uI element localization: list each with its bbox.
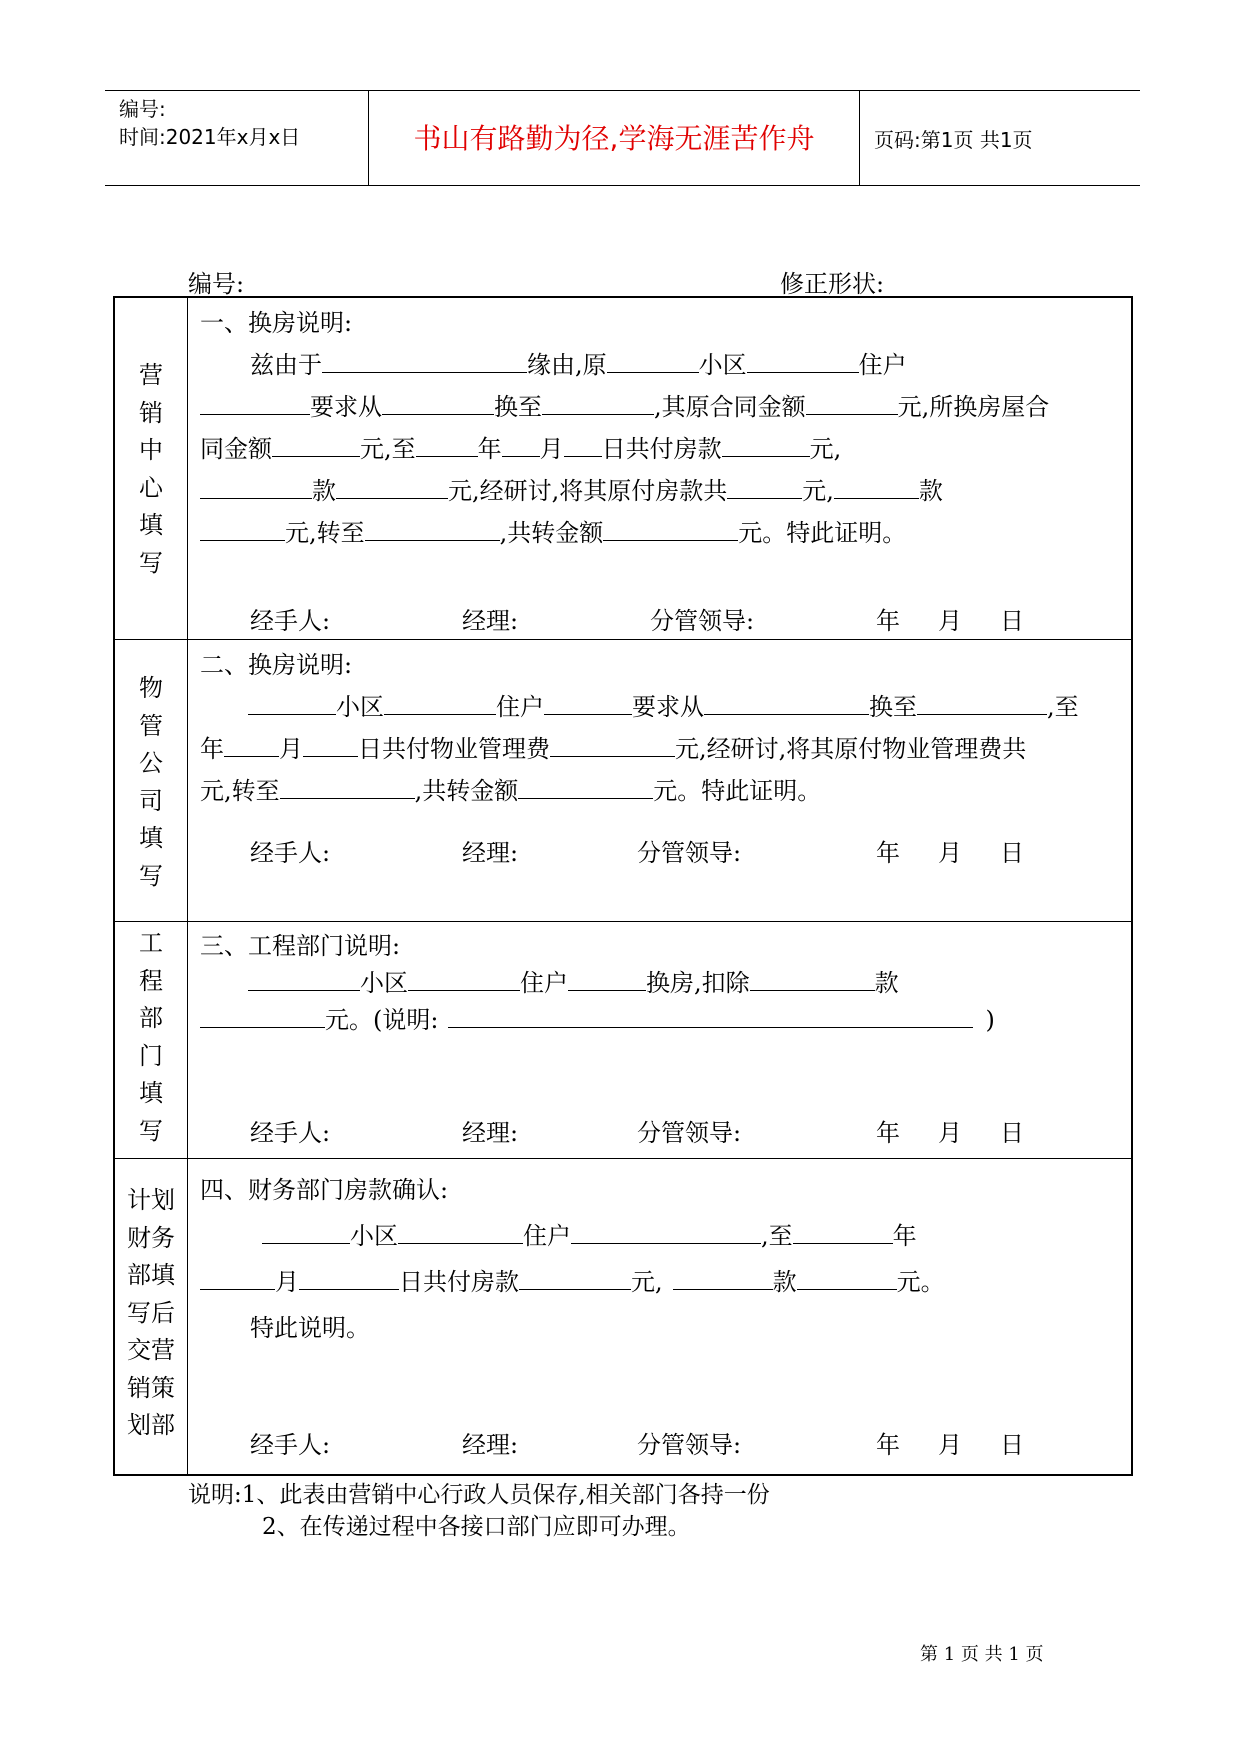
- blank[interactable]: [408, 964, 520, 991]
- section-2-month: 月: [938, 839, 962, 867]
- blank[interactable]: [603, 514, 738, 541]
- row-divider-3: [113, 1158, 1133, 1159]
- blank[interactable]: [200, 514, 285, 541]
- document-header: [105, 90, 1140, 186]
- blank[interactable]: [200, 388, 310, 415]
- section-1-leader: 分管领导:: [650, 607, 755, 635]
- section-3-line-2: 元。(说明: ): [200, 1000, 995, 1035]
- form-column-divider: [187, 298, 188, 1474]
- section-1-day: 日: [1000, 607, 1024, 635]
- section-2-title: 二、换房说明:: [200, 651, 353, 679]
- section-1-line-3: 同金额 元,至 年 月 日共付房款 元,: [200, 429, 841, 464]
- blank[interactable]: [673, 1263, 773, 1290]
- blank[interactable]: [272, 430, 360, 457]
- blank[interactable]: [518, 772, 653, 799]
- section-4-line-2: 月 日共付房款 元, 款 元。: [200, 1262, 945, 1297]
- blank[interactable]: [262, 1217, 350, 1244]
- header-motto: 书山有路勤为径,学海无涯苦作舟: [413, 122, 815, 155]
- header-left-cell: [105, 91, 369, 185]
- header-number-label: 编号:: [119, 97, 166, 121]
- section-2-line-1: 小区 住户 要求从 换至 ,至: [248, 687, 1079, 722]
- section-1-title: 一、换房说明:: [200, 309, 353, 337]
- section-4-title: 四、财务部门房款确认:: [200, 1176, 449, 1204]
- blank[interactable]: [704, 688, 869, 715]
- blank[interactable]: [322, 346, 527, 373]
- blank[interactable]: [519, 1263, 631, 1290]
- blank[interactable]: [797, 1263, 897, 1290]
- side-label-marketing: 营 销 中 心 填 写: [139, 361, 163, 577]
- section-1-line-2: 要求从 换至 ,其原合同金额 元,所换房屋合: [200, 387, 1049, 422]
- section-4-month: 月: [938, 1431, 962, 1459]
- section-3-manager: 经理:: [462, 1119, 519, 1147]
- header-page-cell: [860, 91, 1140, 185]
- section-4-manager: 经理:: [462, 1431, 519, 1459]
- blank[interactable]: [200, 1263, 275, 1290]
- blank[interactable]: [542, 388, 654, 415]
- section-1-month: 月: [938, 607, 962, 635]
- page-footer: 第 1 页 共 1 页: [920, 1644, 1044, 1665]
- section-1-line-1: 兹由于 缘由,原 小区 住户: [250, 345, 907, 380]
- section-4-year: 年: [876, 1431, 900, 1459]
- blank[interactable]: [607, 346, 699, 373]
- blank[interactable]: [299, 1263, 399, 1290]
- blank[interactable]: [750, 964, 875, 991]
- header-motto-cell: [369, 91, 860, 185]
- section-4-handler: 经手人:: [250, 1431, 331, 1459]
- section-4-leader: 分管领导:: [637, 1431, 742, 1459]
- section-3-leader: 分管领导:: [637, 1119, 742, 1147]
- form-shape-label: 修正形状:: [780, 270, 885, 298]
- section-3-year: 年: [876, 1119, 900, 1147]
- section-2-day: 日: [1000, 839, 1024, 867]
- form-number-label: 编号:: [188, 270, 245, 298]
- section-1-line-4: 款 元,经研讨,将其原付房款共 元, 款: [200, 471, 943, 506]
- blank[interactable]: [280, 772, 415, 799]
- section-2-line-3: 元,转至 ,共转金额 元。特此证明。: [200, 771, 821, 806]
- section-4-closing: 特此说明。: [250, 1314, 370, 1342]
- row-divider-2: [113, 921, 1133, 922]
- blank[interactable]: [248, 688, 336, 715]
- blank[interactable]: [747, 346, 859, 373]
- section-4-day: 日: [1000, 1431, 1024, 1459]
- section-1-year: 年: [876, 607, 900, 635]
- blank[interactable]: [336, 472, 448, 499]
- section-1-manager: 经理:: [462, 607, 519, 635]
- blank[interactable]: [917, 688, 1047, 715]
- section-2-leader: 分管领导:: [637, 839, 742, 867]
- notes-line-2: 2、在传递过程中各接口部门应即可办理。: [262, 1514, 691, 1540]
- section-3-day: 日: [1000, 1119, 1024, 1147]
- blank[interactable]: [793, 1217, 893, 1244]
- section-2-manager: 经理:: [462, 839, 519, 867]
- blank[interactable]: [722, 430, 810, 457]
- section-2-line-2: 年 月 日共付物业管理费 元,经研讨,将其原付物业管理费共: [200, 729, 1026, 764]
- side-label-finance: 计划 财务 部填 写后 交营 销策 划部: [127, 1186, 175, 1439]
- blank[interactable]: [727, 472, 802, 499]
- blank[interactable]: [448, 1001, 973, 1028]
- section-3-handler: 经手人:: [250, 1119, 331, 1147]
- blank[interactable]: [806, 388, 898, 415]
- side-label-property: 物 管 公 司 填 写: [139, 674, 163, 890]
- section-3-title: 三、工程部门说明:: [200, 932, 401, 960]
- blank[interactable]: [384, 688, 496, 715]
- blank[interactable]: [544, 688, 632, 715]
- blank[interactable]: [200, 1001, 325, 1028]
- header-page-info: 页码:第1页 共1页: [874, 128, 1033, 152]
- blank[interactable]: [571, 1217, 761, 1244]
- section-4-line-1: 小区 住户 ,至 年: [262, 1216, 917, 1251]
- section-2-handler: 经手人:: [250, 839, 331, 867]
- blank[interactable]: [502, 430, 540, 457]
- blank[interactable]: [303, 730, 358, 757]
- blank[interactable]: [200, 472, 312, 499]
- blank[interactable]: [224, 730, 279, 757]
- header-time-label: 时间:2021年x月x日: [119, 125, 301, 149]
- section-1-handler: 经手人:: [250, 607, 331, 635]
- blank[interactable]: [382, 388, 494, 415]
- notes-line-1: 说明:1、此表由营销中心行政人员保存,相关部门各持一份: [188, 1482, 770, 1508]
- blank[interactable]: [834, 472, 919, 499]
- section-3-month: 月: [938, 1119, 962, 1147]
- blank[interactable]: [416, 430, 478, 457]
- section-3-line-1: 小区 住户 换房,扣除 款: [248, 963, 899, 998]
- blank[interactable]: [398, 1217, 523, 1244]
- side-label-engineering: 工 程 部 门 填 写: [139, 929, 163, 1145]
- section-1-line-5: 元,转至 ,共转金额 元。特此证明。: [200, 513, 906, 548]
- section-2-year: 年: [876, 839, 900, 867]
- blank[interactable]: [568, 964, 646, 991]
- blank[interactable]: [248, 964, 360, 991]
- blank[interactable]: [550, 730, 675, 757]
- row-divider-1: [113, 639, 1133, 640]
- blank[interactable]: [365, 514, 500, 541]
- blank[interactable]: [564, 430, 602, 457]
